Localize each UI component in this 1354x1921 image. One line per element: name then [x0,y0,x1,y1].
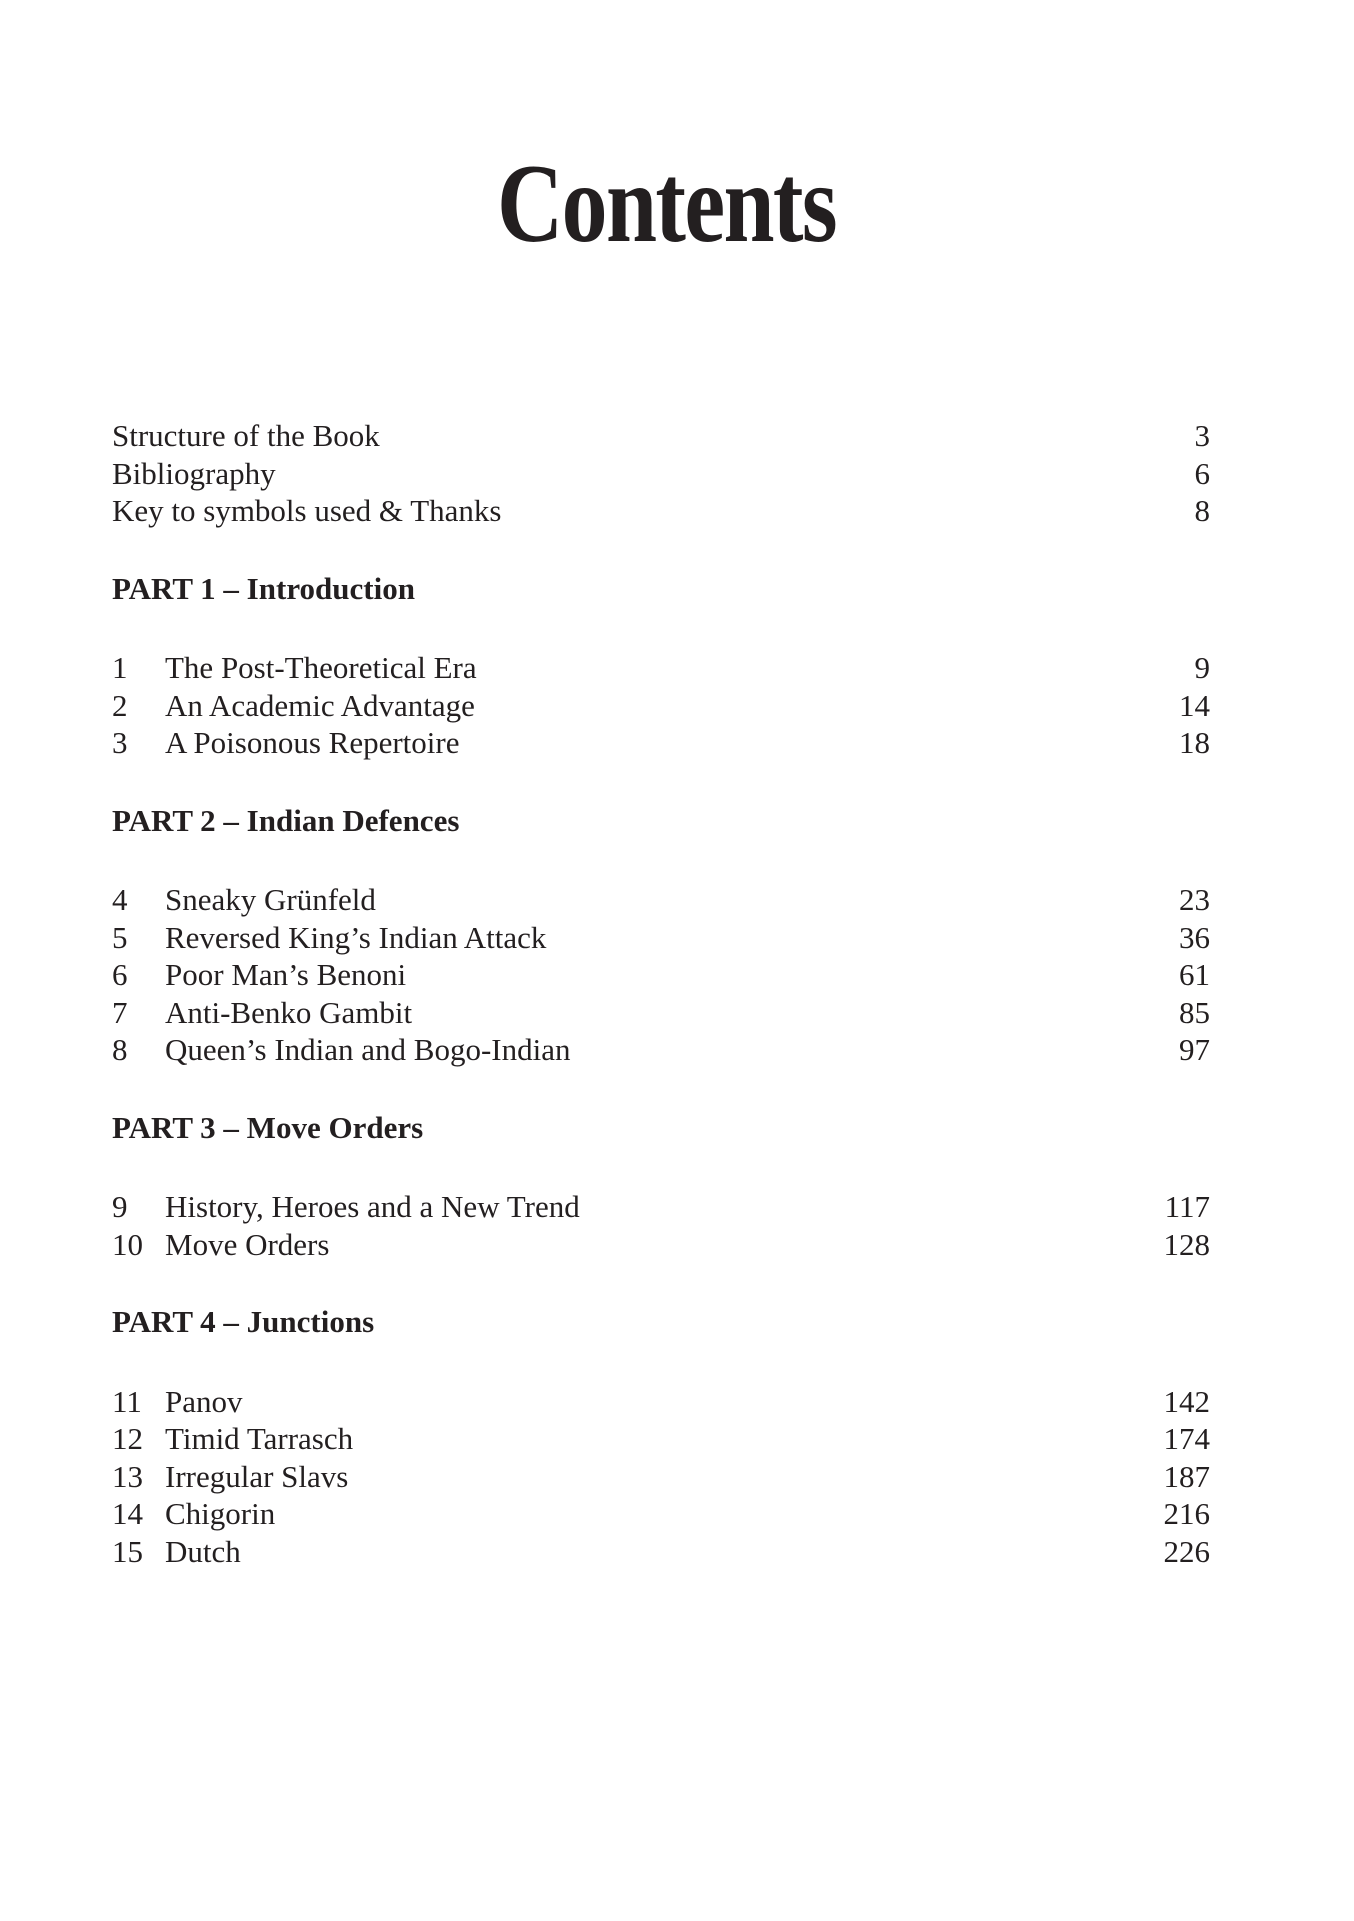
chapter-number: 13 [112,1458,143,1494]
part-section [112,1303,1210,1570]
chapter-title: History, Heroes and a New Trend [165,1189,580,1224]
chapter-number: 8 [112,1032,128,1067]
chapter-title: Reversed King’s Indian Attack [165,919,547,955]
chapter-page: 117 [1164,1189,1210,1224]
toc-entry [112,956,1210,994]
part-heading: PART 2 – Indian Defences [112,802,460,838]
toc-entry [112,455,1210,493]
part-section [112,570,1210,762]
chapter-number: 15 [112,1533,143,1569]
chapter-title: Dutch [165,1533,241,1569]
chapter-page: 36 [1179,919,1210,955]
entry-page: 6 [1194,455,1210,491]
toc-entry [112,1031,1210,1069]
chapter-number: 11 [112,1383,142,1419]
toc-entry [112,1188,1210,1226]
entry-page: 8 [1194,493,1210,528]
chapter-number: 12 [112,1421,143,1456]
chapter-number: 9 [112,1189,128,1224]
toc-entry [112,1533,1210,1571]
chapter-number: 14 [112,1496,143,1531]
chapter-page: 187 [1163,1458,1210,1494]
chapter-page: 97 [1179,1032,1210,1067]
text-block [112,0,1210,1570]
chapter-page: 85 [1179,994,1210,1030]
part-heading: PART 3 – Move Orders [112,1109,424,1145]
chapter-number: 3 [112,725,128,760]
chapter-title: A Poisonous Repertoire [165,725,460,760]
entry-title: Key to symbols used & Thanks [112,493,502,528]
front-matter-list [112,417,1210,530]
toc-entry [112,919,1210,957]
toc-entry [112,724,1210,762]
chapter-number: 7 [112,994,128,1030]
part-heading: PART 1 – Introduction [112,570,415,606]
chapter-number: 1 [112,650,128,685]
chapter-page: 9 [1194,650,1210,685]
chapter-page: 23 [1179,882,1210,917]
chapter-title: Move Orders [165,1226,330,1262]
toc-entry [112,1383,1210,1421]
chapter-page: 226 [1163,1533,1210,1569]
part-section [112,802,1210,1069]
part-heading: PART 4 – Junctions [112,1304,375,1339]
chapter-title: Timid Tarrasch [165,1421,354,1456]
toc-entry [112,1420,1210,1458]
entry-title: Structure of the Book [112,418,380,453]
chapter-number: 6 [112,957,128,992]
toc-entry [112,417,1210,455]
chapter-title: Sneaky Grünfeld [165,882,376,917]
entry-page: 3 [1194,418,1210,453]
part-section [112,1109,1210,1264]
toc-entry [112,649,1210,687]
chapter-list [112,1188,1210,1263]
chapter-page: 128 [1163,1226,1210,1262]
chapter-list [112,649,1210,762]
chapter-list [112,881,1210,1069]
toc-entry [112,994,1210,1032]
entry-title: Bibliography [112,455,276,491]
chapter-number: 2 [112,687,128,723]
chapter-page: 174 [1163,1421,1210,1456]
toc-entry [112,881,1210,919]
toc-entry [112,1226,1210,1264]
chapter-title: An Academic Advantage [165,687,475,723]
chapter-number: 10 [112,1226,143,1262]
chapter-page: 18 [1179,725,1210,760]
toc-entry [112,492,1210,530]
chapter-number: 4 [112,882,128,917]
chapter-title: Chigorin [165,1496,276,1531]
chapter-number: 5 [112,919,128,955]
chapter-page: 216 [1163,1496,1210,1531]
chapter-title: Anti-Benko Gambit [165,994,413,1030]
chapter-title: Poor Man’s Benoni [165,957,407,992]
chapter-page: 61 [1179,957,1210,992]
chapter-title: Queen’s Indian and Bogo-Indian [165,1032,571,1067]
page-title: Contents [497,142,836,266]
toc-entry [112,687,1210,725]
chapter-title: Panov [165,1383,243,1419]
chapter-title: The Post-Theoretical Era [165,650,477,685]
toc-entry [112,1458,1210,1496]
toc-entry [112,1495,1210,1533]
chapter-page: 142 [1163,1383,1210,1419]
chapter-page: 14 [1179,687,1210,723]
chapter-title: Irregular Slavs [165,1458,349,1494]
chapter-list [112,1383,1210,1571]
